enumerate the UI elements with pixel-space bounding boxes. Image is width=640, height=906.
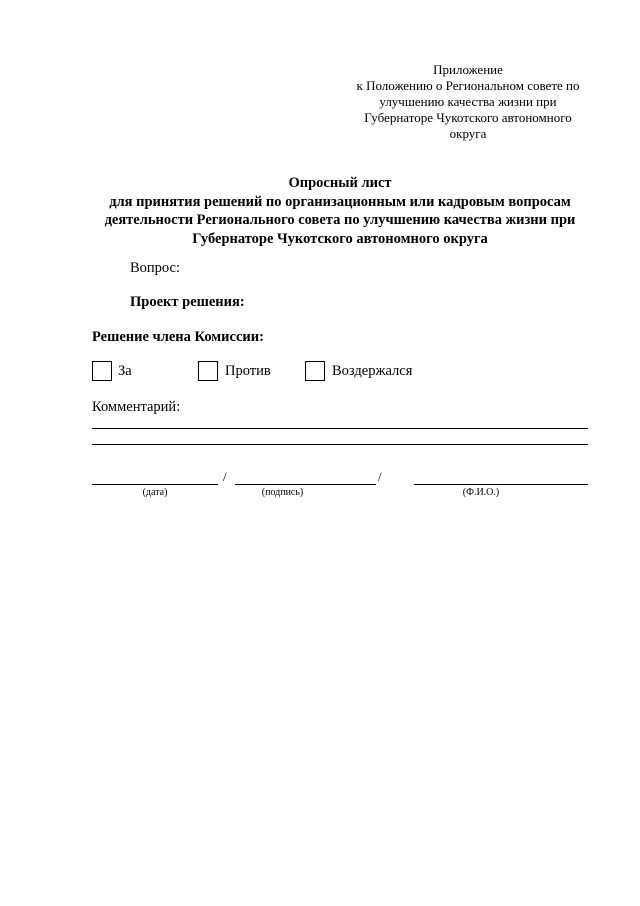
- decision-label: Решение члена Комиссии:: [92, 329, 264, 345]
- separator-slash: /: [223, 469, 227, 484]
- draft-decision-label: Проект решения:: [130, 294, 245, 310]
- comment-line-2[interactable]: [92, 444, 588, 445]
- date-line[interactable]: [92, 484, 218, 485]
- signature-caption: (подпись): [261, 487, 304, 498]
- appendix-line: улучшению качества жизни при: [379, 94, 557, 109]
- appendix-line: округа: [449, 126, 487, 141]
- appendix-line: Приложение: [433, 62, 503, 77]
- checkbox-abstained[interactable]: [305, 361, 325, 381]
- appendix-line: к Положению о Региональном совете по: [356, 78, 580, 93]
- comment-line-1[interactable]: [92, 428, 588, 429]
- full-name-line[interactable]: [414, 484, 588, 485]
- question-label: Вопрос:: [130, 260, 181, 276]
- date-caption: (дата): [142, 487, 168, 498]
- option-abstained-label: Воздержался: [332, 363, 413, 379]
- title-line: деятельности Регионального совета по улучшению качества жизни при: [104, 212, 576, 228]
- title-line: для принятия решений по организационным или кадровым вопросам: [109, 193, 571, 210]
- comment-label: Комментарий:: [92, 399, 181, 415]
- full-name-caption: (Ф.И.О.): [462, 487, 500, 498]
- separator-slash: /: [378, 469, 382, 484]
- option-against-label: Против: [225, 363, 271, 379]
- checkbox-for[interactable]: [92, 361, 112, 381]
- title-line: Губернаторе Чукотского автономного округа: [192, 230, 488, 247]
- appendix-line: Губернаторе Чукотского автономного: [364, 110, 572, 125]
- option-for-label: За: [118, 363, 132, 379]
- appendix-header: [340, 62, 596, 142]
- title-line: Опросный лист: [288, 175, 392, 191]
- checkbox-against[interactable]: [198, 361, 218, 381]
- document-title: [40, 174, 640, 248]
- signature-line[interactable]: [235, 484, 376, 485]
